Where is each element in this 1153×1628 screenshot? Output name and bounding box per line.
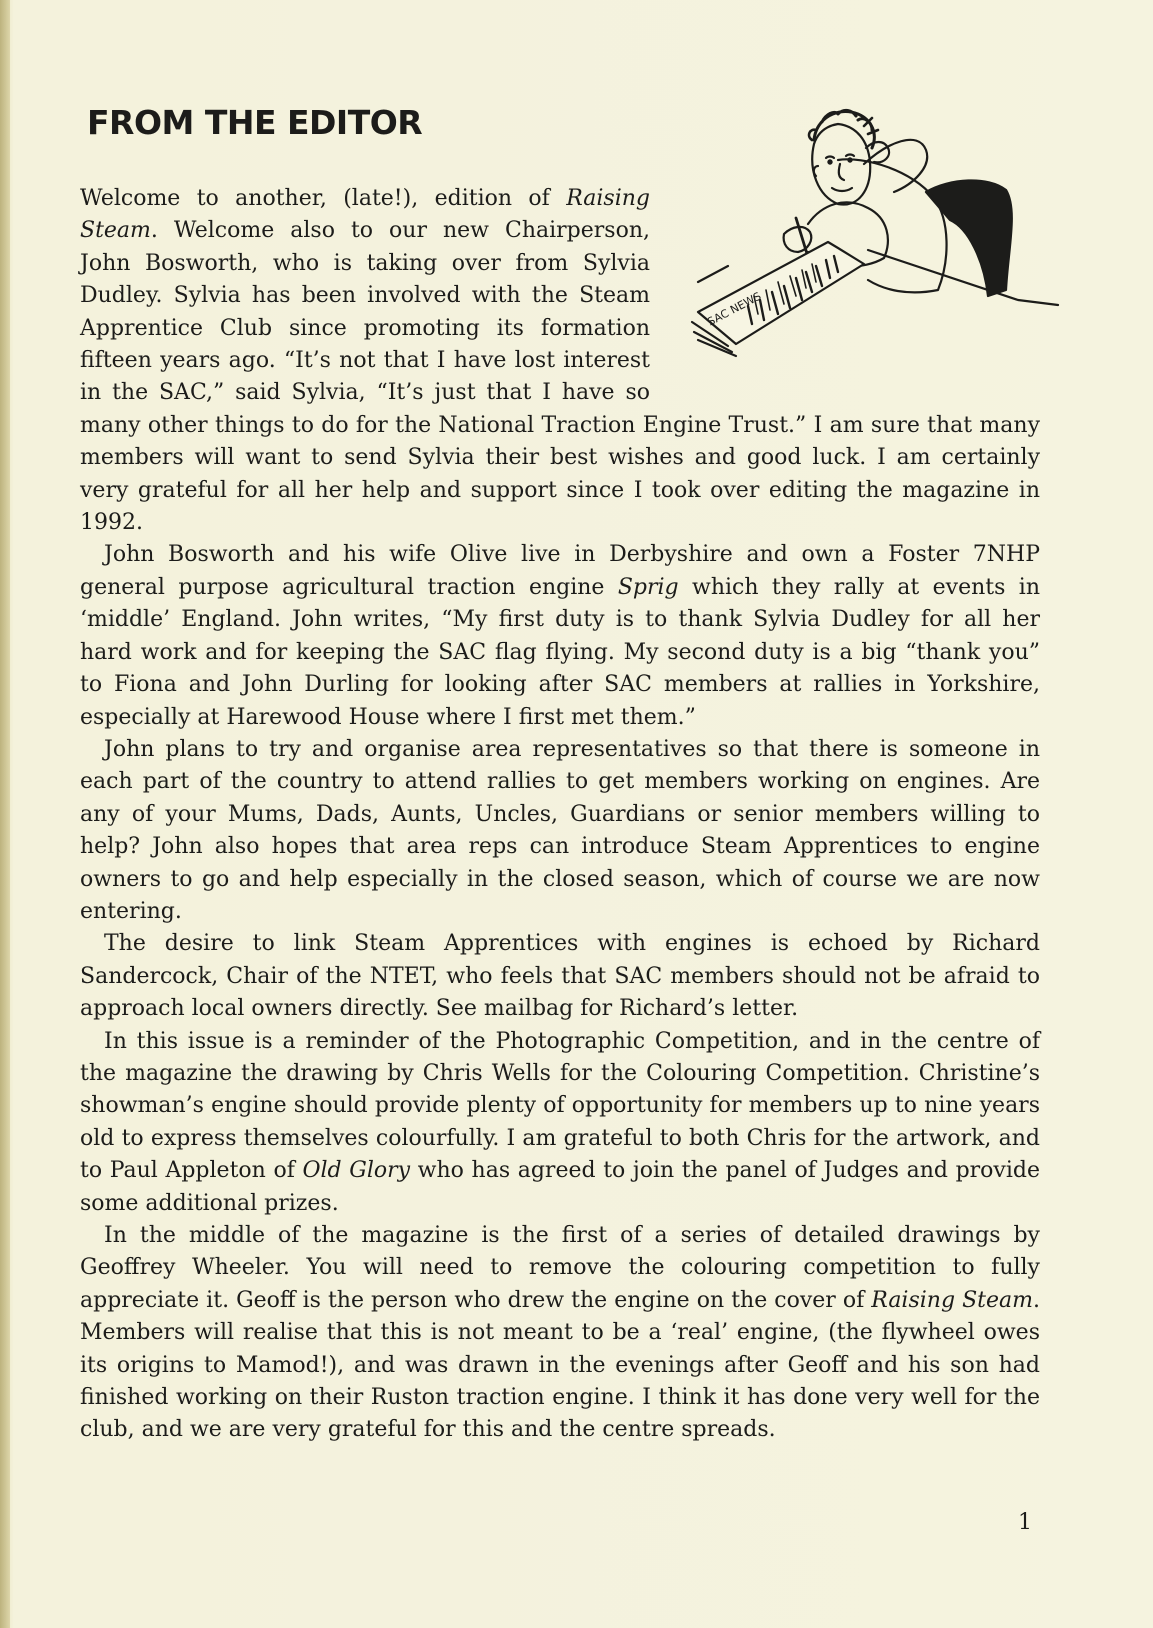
italic-title: Old Glory [302,1158,411,1184]
paper-scribble: SAC NEWS [705,289,764,329]
body-paragraph [80,539,1040,733]
page-title: FROM THE EDITOR [87,103,423,142]
italic-title: Raising Steam [871,1287,1033,1313]
paragraph-text: John Bosworth and his wife Olive live in Derbyshire and own a Foster 7NHP general purpose agricultural traction engine [80,542,1040,600]
paragraph-text: who has agreed to join the panel of Judges and provide some additional prizes. [80,1158,1040,1216]
paragraph-text: which they rally at events in ‘middle’ England. John writes, “My first duty is to thank Sylvia Dudley for all her hard work and for keeping the SAC flag flying. My second duty is a big “thank you” to Fiona and John Durling for looking after SAC members at rallies in Yorkshire, especially at Harewood House where I first met them.” [80,574,1040,730]
paragraph-text: John plans to try and organise area representatives so that there is someone in each part of the country to attend rallies to get members working on engines. Are any of your Mums, Dads, Aunts, Uncles, Guardians or senior members willing to help? John also hopes that area reps can introduce Steam Apprentices to engine owners to go and help especially in the closed season, which of course we are now entering. [80,736,1040,924]
italic-title: Raising Steam [80,186,650,244]
body-paragraph [80,928,1040,1025]
body-paragraph [80,1026,1040,1220]
paragraph-text: The desire to link Steam Apprentices with engines is echoed by Richard Sandercock, Chair of the NTET, who feels that SAC members should not be afraid to approach local owners directly. See mailbag for Richard’s letter. [80,931,1040,1022]
paragraph-text: . Welcome also to our new Chairperson, John Bosworth, who is taking over from Sylvia Dudley. Sylvia has been involved with the Steam Apprentice Club since promoting its formation fifteen years ago. “It’s not that I have lost interest in the SAC,” said Sylvia, “It’s just that I have so many other things to do for the National Traction Engine Trust.” I am sure that many members will want to send Sylvia their best wishes and good luck. I am certainly very grateful for all her help and support since I took over editing the magazine in 1992. [80,218,1040,536]
paragraph-text: In this issue is a reminder of the Photographic Competition, and in the centre of the magazine the drawing by Chris Wells for the Colouring Competition. Christine’s showman’s engine should provide plenty of opportunity for members up to nine years old to express themselves colourfully. I am grateful to both Chris for the artwork, and to Paul Appleton of [80,1028,1040,1184]
body-paragraph [80,1220,1040,1447]
paragraph-text: Welcome to another, (late!), edition of [80,186,567,211]
italic-title: Sprig [617,574,679,600]
page-number: 1 [1018,1510,1032,1535]
illustration-wrap-space [660,183,1040,383]
editorial-body [80,183,1040,1447]
page-binding-edge [0,0,10,1628]
paragraph-text: . Members will realise that this is not meant to be a ‘real’ engine, (the flywheel owes its origins to Mamod!), and was drawn in the evenings after Geoff and his son had finished working on their Ruston traction engine. I think it has done very well for the club, and we are very grateful for this and the centre spreads. [80,1287,1040,1443]
body-paragraph [80,734,1040,928]
paragraph-text: In the middle of the magazine is the first of a series of detailed drawings by Geoffrey Wheeler. You will need to remove the colouring competition to fully appreciate it. Geoff is the person who drew the engine on the cover of [80,1223,1040,1313]
